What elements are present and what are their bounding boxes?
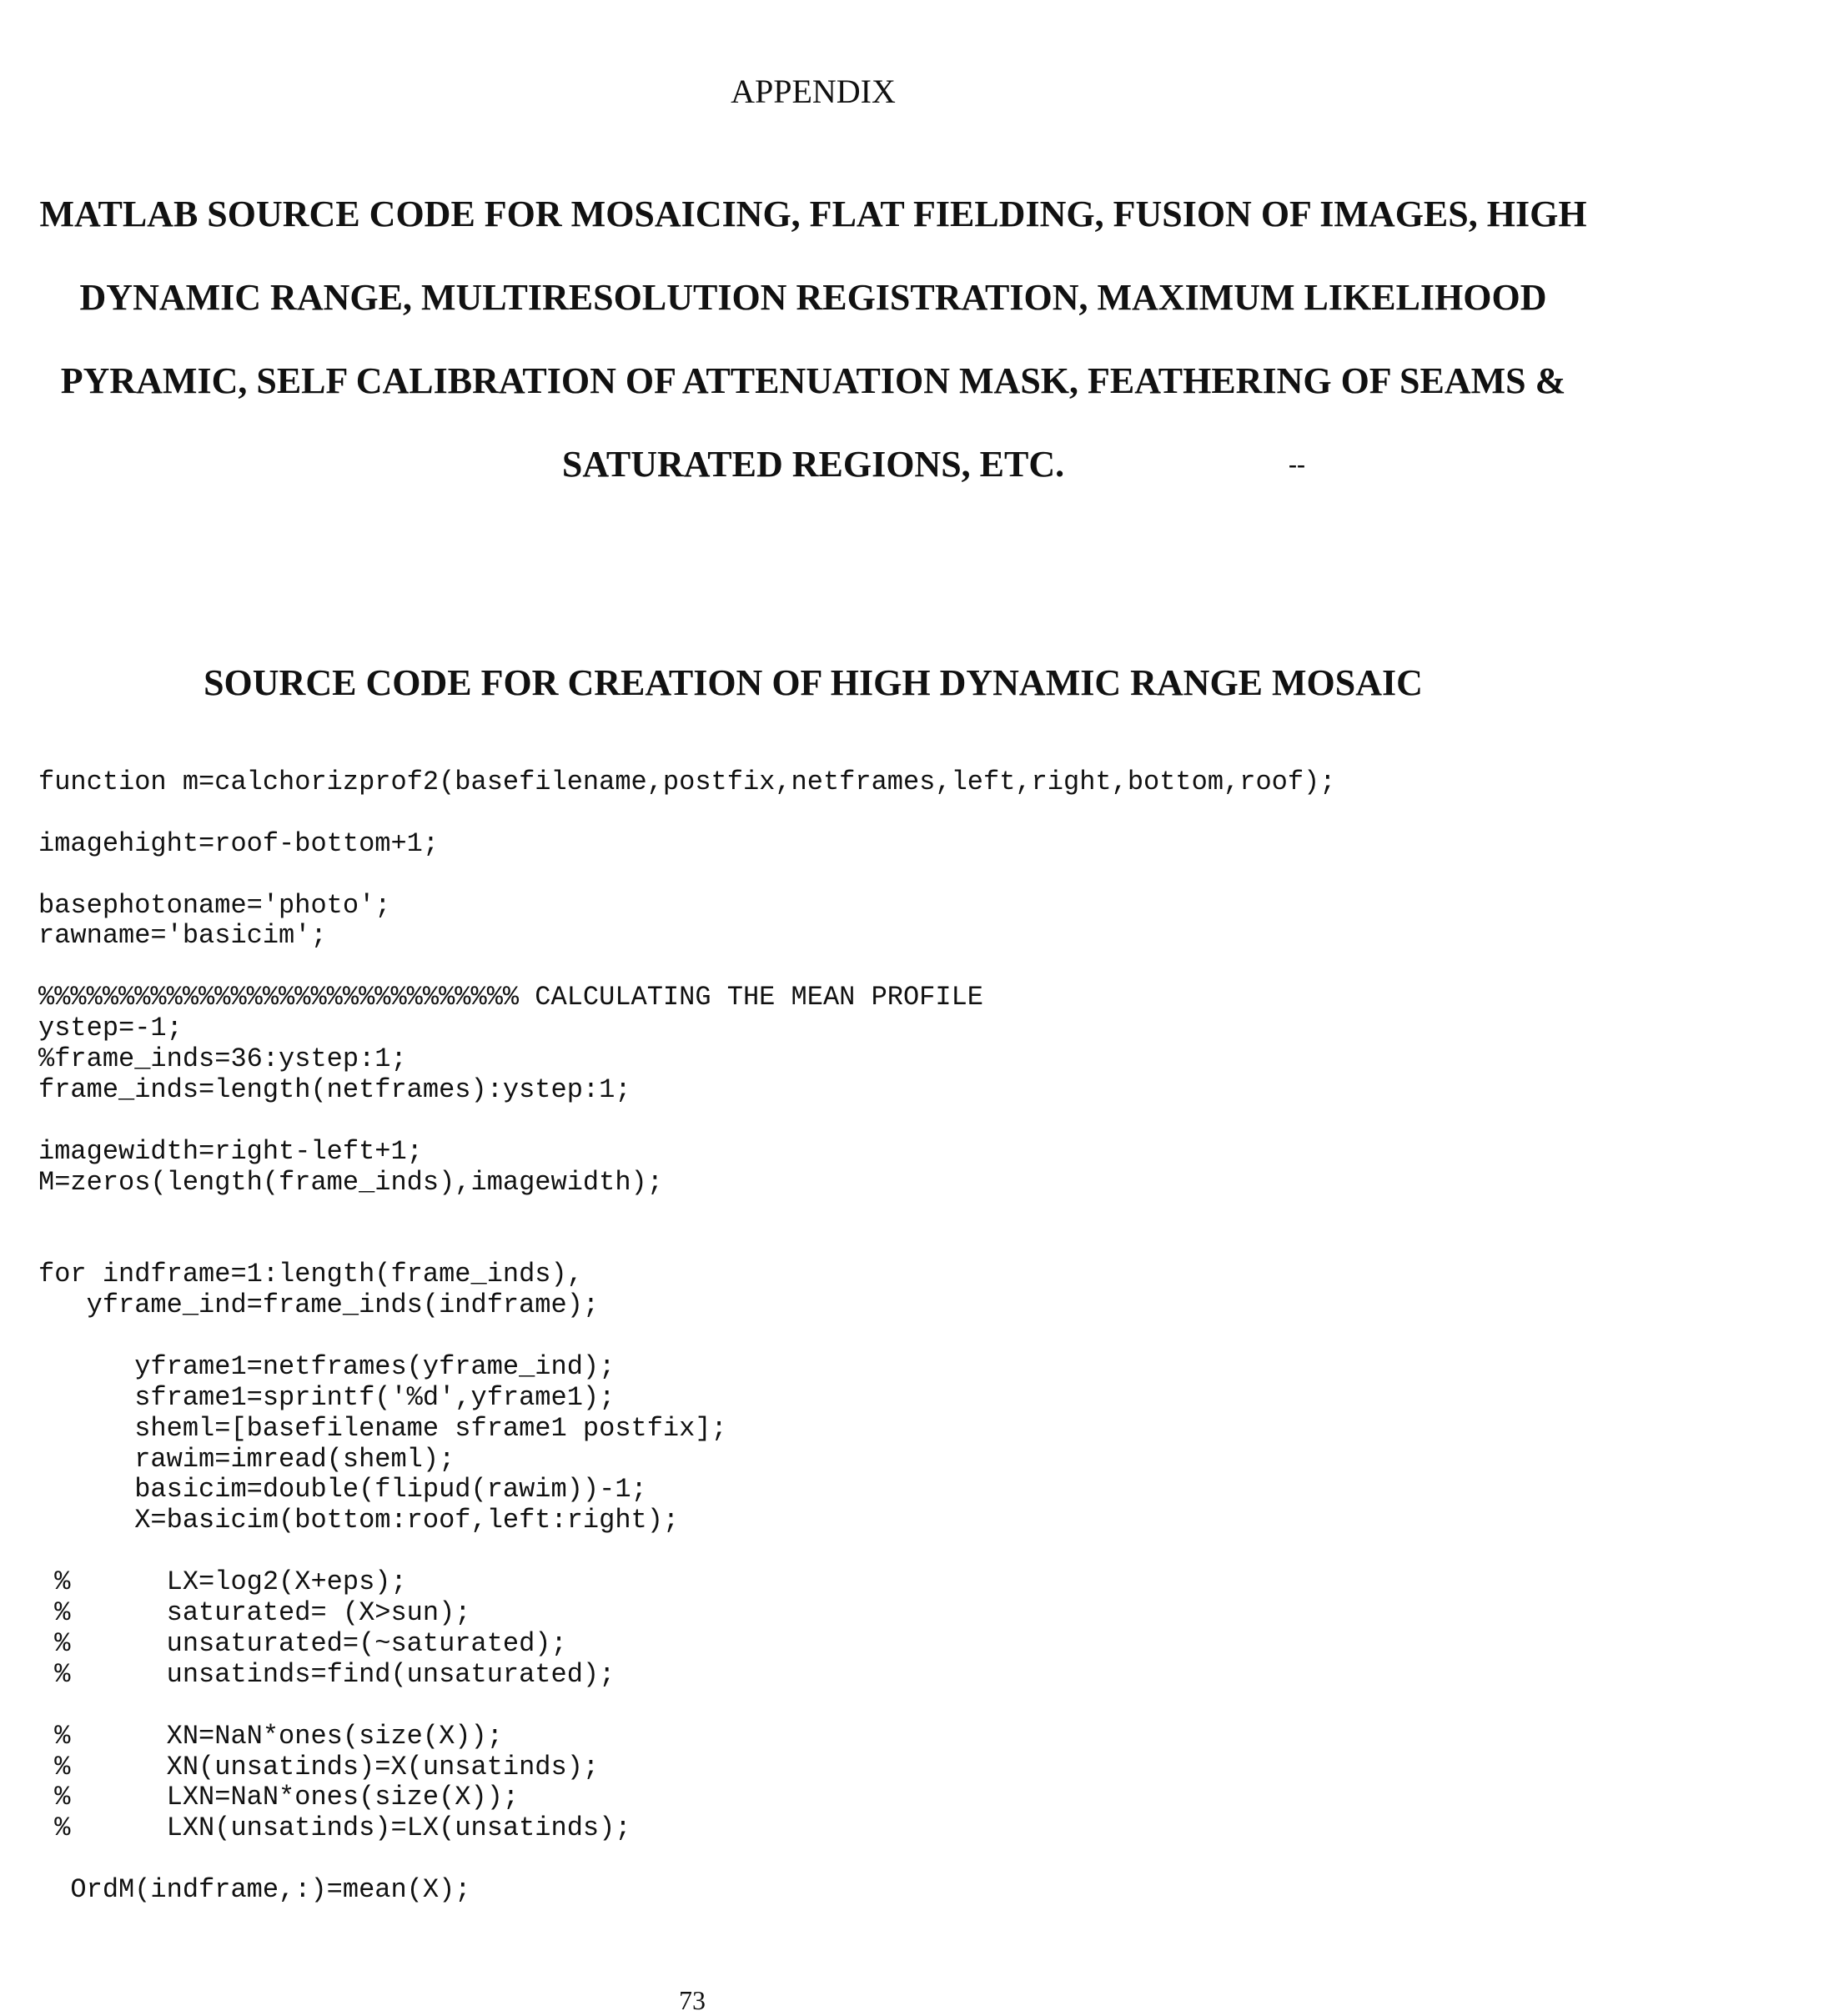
code-line: % LXN(unsatinds)=LX(unsatinds);	[38, 1813, 1335, 1844]
code-line: sframe1=sprintf('%d',yframe1);	[38, 1383, 1335, 1414]
code-listing	[38, 767, 1335, 1906]
code-line: % unsaturated=(~saturated);	[38, 1629, 1335, 1660]
code-line: rawname='basicim';	[38, 921, 1335, 952]
stray-mark: --	[1289, 450, 1305, 479]
code-line: % saturated= (X>sun);	[38, 1598, 1335, 1629]
code-line	[38, 1198, 1335, 1229]
code-line: yframe_ind=frame_inds(indframe);	[38, 1290, 1335, 1321]
appendix-title: APPENDIX	[0, 72, 1626, 111]
code-line: frame_inds=length(netframes):ystep:1;	[38, 1075, 1335, 1106]
code-line: ystep=-1;	[38, 1013, 1335, 1044]
section-heading: SOURCE CODE FOR CREATION OF HIGH DYNAMIC RANGE MOSAIC	[0, 661, 1626, 704]
code-line	[38, 1536, 1335, 1567]
code-line: imagehight=roof-bottom+1;	[38, 829, 1335, 860]
main-heading-line: MATLAB SOURCE CODE FOR MOSAICING, FLAT FIELDING, FUSION OF IMAGES, HIGH	[0, 173, 1626, 256]
code-line: rawim=imread(sheml);	[38, 1445, 1335, 1476]
main-heading-line: SATURATED REGIONS, ETC.	[0, 423, 1626, 506]
code-line: %%%%%%%%%%%%%%%%%%%%%%%%%%%%%% CALCULATING THE MEAN PROFILE	[38, 983, 1335, 1013]
code-line	[38, 860, 1335, 891]
code-line	[38, 1844, 1335, 1875]
code-line	[38, 952, 1335, 983]
main-heading	[0, 173, 1626, 506]
code-line: OrdM(indframe,:)=mean(X);	[38, 1875, 1335, 1906]
code-line: % LXN=NaN*ones(size(X));	[38, 1782, 1335, 1813]
code-line: X=basicim(bottom:roof,left:right);	[38, 1506, 1335, 1536]
code-line	[38, 1691, 1335, 1722]
code-line: yframe1=netframes(yframe_ind);	[38, 1352, 1335, 1383]
code-line: imagewidth=right-left+1;	[38, 1137, 1335, 1168]
code-line	[38, 1106, 1335, 1137]
code-line	[38, 798, 1335, 829]
code-line: % unsatinds=find(unsaturated);	[38, 1660, 1335, 1691]
code-line: for indframe=1:length(frame_inds),	[38, 1259, 1335, 1290]
code-line	[38, 1229, 1335, 1259]
code-line: % XN(unsatinds)=X(unsatinds);	[38, 1752, 1335, 1783]
code-line: basephotoname='photo';	[38, 891, 1335, 922]
code-line: basicim=double(flipud(rawim))-1;	[38, 1475, 1335, 1506]
main-heading-line: DYNAMIC RANGE, MULTIRESOLUTION REGISTRATION, MAXIMUM LIKELIHOOD	[0, 256, 1626, 339]
code-line: sheml=[basefilename sframe1 postfix];	[38, 1414, 1335, 1445]
main-heading-line: PYRAMIC, SELF CALIBRATION OF ATTENUATION MASK, FEATHERING OF SEAMS &	[0, 339, 1626, 423]
code-line: function m=calchorizprof2(basefilename,postfix,netframes,left,right,bottom,roof);	[38, 767, 1335, 798]
page-number: 73	[667, 1985, 717, 2016]
code-line: % LX=log2(X+eps);	[38, 1567, 1335, 1598]
code-line: %frame_inds=36:ystep:1;	[38, 1044, 1335, 1075]
code-line: % XN=NaN*ones(size(X));	[38, 1722, 1335, 1752]
code-line	[38, 1321, 1335, 1352]
code-line: M=zeros(length(frame_inds),imagewidth);	[38, 1168, 1335, 1199]
